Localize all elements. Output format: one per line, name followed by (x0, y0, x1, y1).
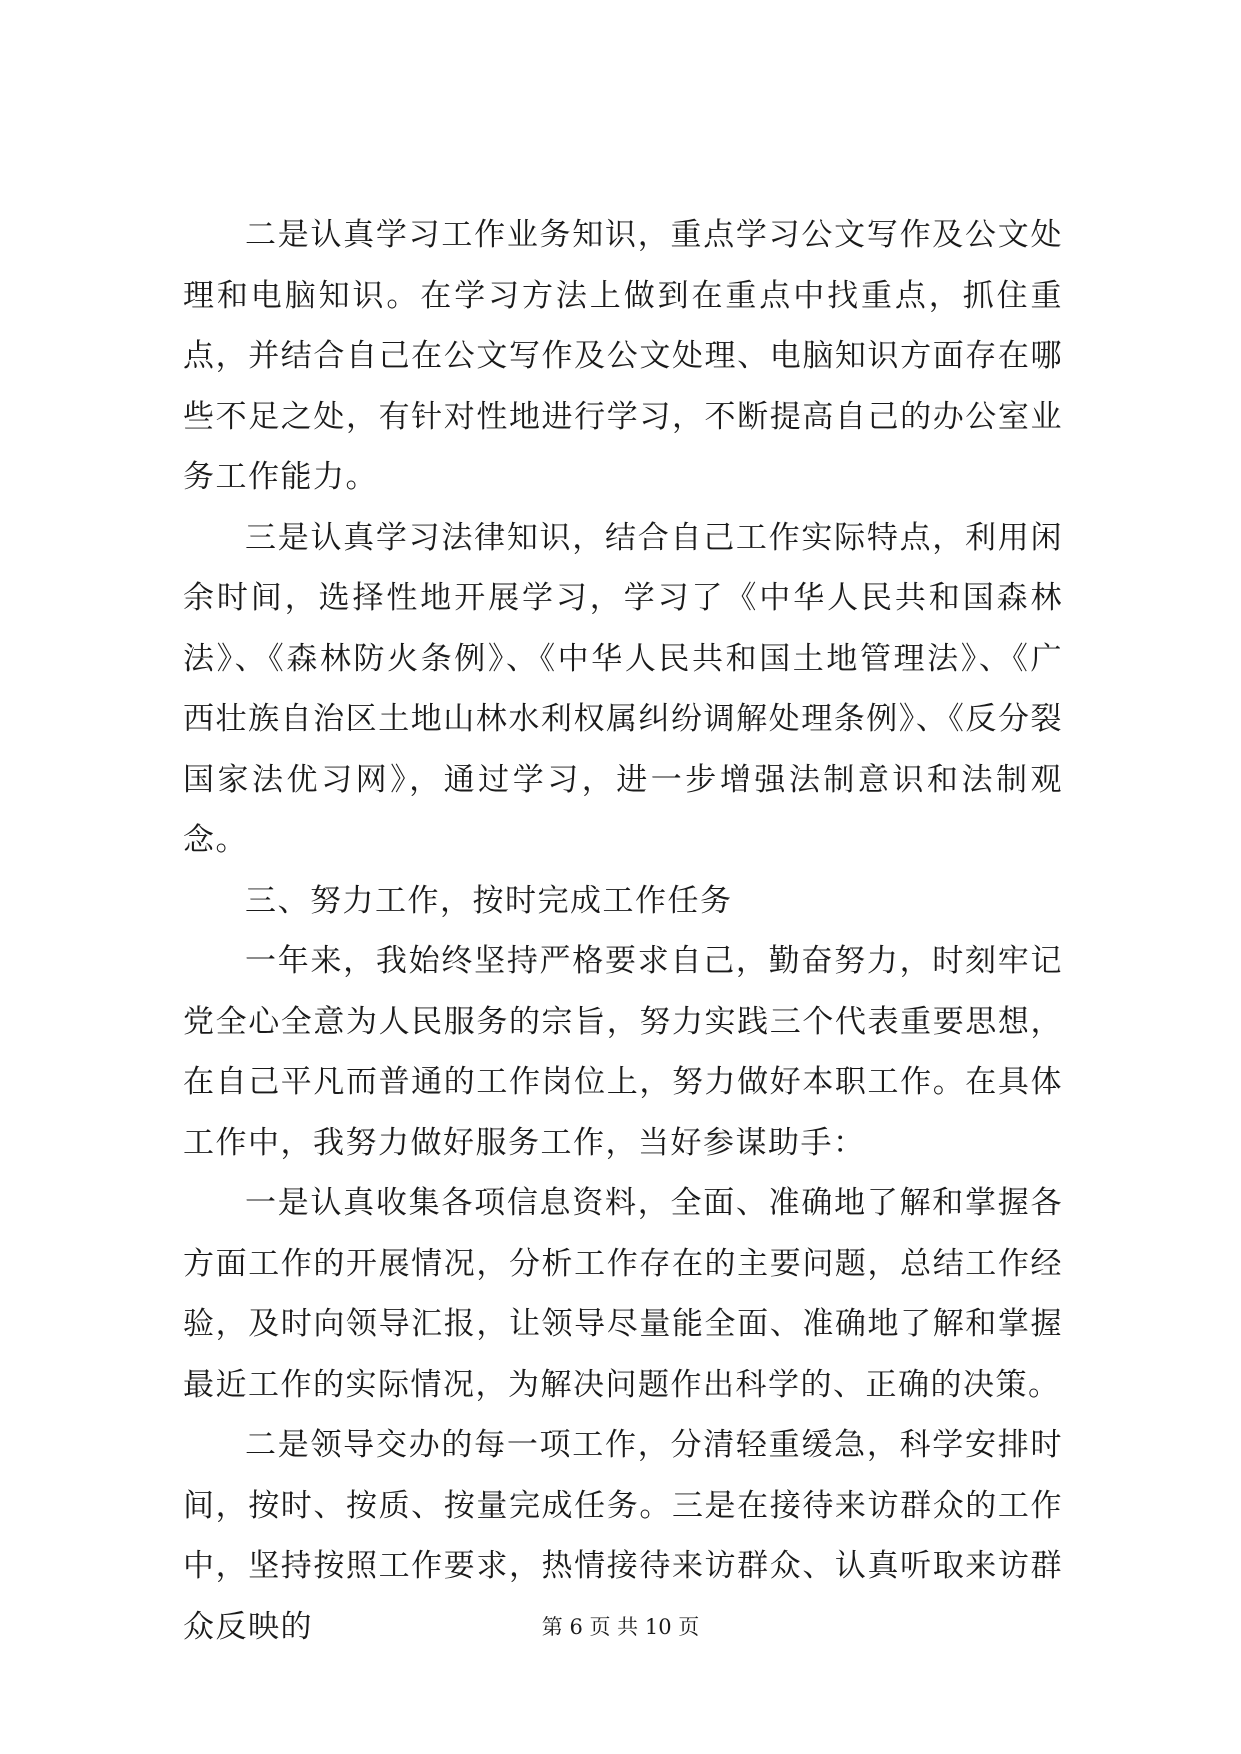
paragraph-year-summary: 一年来，我始终坚持严格要求自己，勤奋努力，时刻牢记党全心全意为人民服务的宗旨，努力实践三个代表重要思想，在自己平凡而普通的工作岗位上，努力做好本职工作。在具体工作中，我努力做好服务工作，当好参谋助手： (183, 943, 1063, 1161)
paragraph-collect-info: 一是认真收集各项信息资料，全面、准确地了解和掌握各方面工作的开展情况，分析工作存在的主要问题，总结工作经验，及时向领导汇报，让领导尽量能全面、准确地了解和掌握最近工作的实际情况，为解决问题作出科学的、正确的决策。 (183, 1185, 1063, 1403)
section-heading-work: 三、努力工作，按时完成工作任务 (245, 882, 733, 919)
body-text (183, 205, 1063, 1657)
paragraph-study-law: 三是认真学习法律知识，结合自己工作实际特点，利用闲余时间，选择性地开展学习，学习了《中华人民共和国森林法》、《森林防火条例》、《中华人民共和国土地管理法》、《广西壮族自治区土地山林水利权属纠纷调解处理条例》、《反分裂国家法优习网》，通过学习，进一步增强法制意识和法制观念。 (183, 519, 1063, 858)
page-number-footer: 第 6 页 共 10 页 (541, 1615, 700, 1639)
paragraph-study-business: 二是认真学习工作业务知识，重点学习公文写作及公文处理和电脑知识。在学习方法上做到在重点中找重点，抓住重点，并结合自己在公文写作及公文处理、电脑知识方面存在哪些不足之处，有针对性地进行学习，不断提高自己的办公室业务工作能力。 (183, 217, 1063, 495)
paragraph-assigned-tasks: 二是领导交办的每一项工作，分清轻重缓急，科学安排时间，按时、按质、按量完成任务。三是在接待来访群众的工作中，坚持按照工作要求，热情接待来访群众、认真听取来访群众反映的 (183, 1427, 1063, 1645)
